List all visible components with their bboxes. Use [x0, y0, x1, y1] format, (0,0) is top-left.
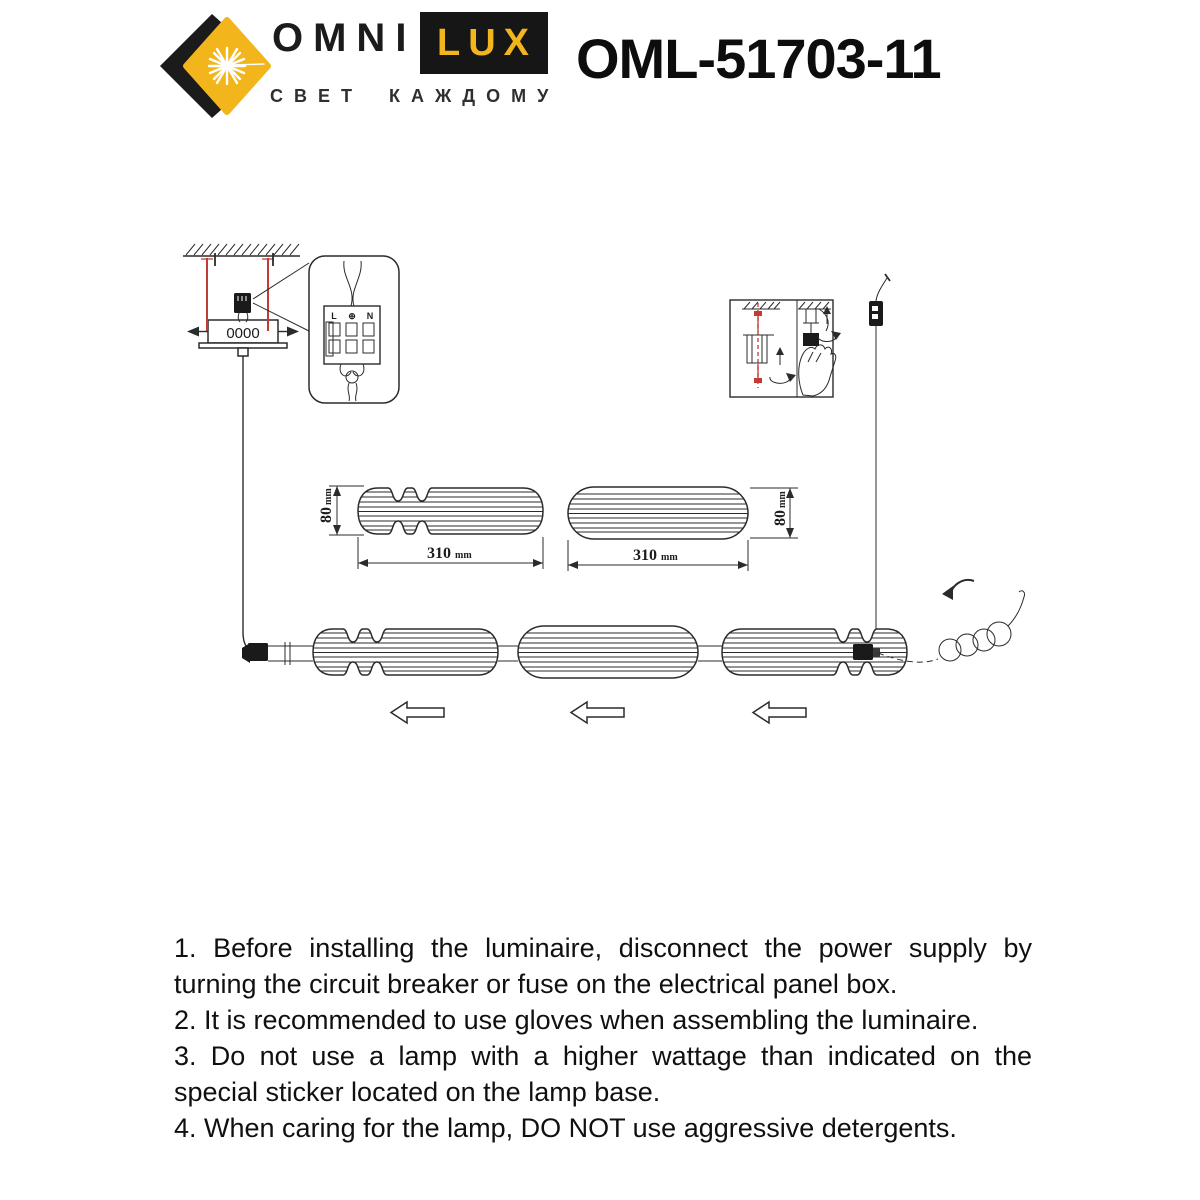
instruction-item-1: 1. Before installing the luminaire, disconnect the power supply by turning the circuit breaker or fuse on the electrical panel box. — [174, 933, 1032, 999]
dimension-drawing-notched — [318, 486, 543, 569]
svg-text:mm: mm — [777, 491, 788, 508]
instructions-block — [174, 930, 1032, 1146]
hand-icon — [799, 345, 836, 396]
dimension-drawing-capsule — [568, 487, 798, 571]
canopy-vents-label: 0000 — [226, 325, 260, 342]
lamp-segment-1 — [313, 629, 498, 675]
svg-text:310: 310 — [633, 547, 657, 564]
connector-block — [803, 333, 819, 346]
lamp-segment-2 — [518, 626, 703, 678]
installation-diagram — [0, 130, 1200, 930]
height-dim-label — [318, 488, 335, 523]
width-dim-label — [427, 545, 472, 562]
rotate-cable-arrow — [950, 580, 974, 597]
end-connector-left — [248, 643, 268, 661]
end-connector-right — [853, 644, 873, 660]
terminal-label-earth: ⊕ — [348, 311, 356, 321]
svg-text:mm: mm — [661, 552, 678, 563]
brand-omni-text: OMNI — [272, 16, 417, 60]
cable-nut — [873, 648, 880, 657]
cable-top-lead — [876, 278, 887, 301]
suspension-cable — [869, 274, 890, 646]
cable-grip — [869, 301, 883, 326]
canopy-neck — [238, 348, 248, 356]
ceiling-hatch — [186, 244, 299, 255]
model-number: OML-51703-11 — [576, 27, 941, 90]
width-dim-lines — [568, 540, 748, 571]
brand-lux-box — [420, 12, 548, 74]
screw-top — [754, 311, 762, 316]
steps-box-frame — [730, 300, 833, 397]
height-dim-label — [772, 491, 789, 526]
svg-text:mm: mm — [323, 488, 334, 505]
svg-text:310: 310 — [427, 545, 451, 562]
instruction-item-4: 4. When caring for the lamp, DO NOT use aggressive detergents. — [174, 1113, 957, 1143]
ceiling-mount-diagram — [183, 244, 300, 650]
slide-direction-arrows — [391, 702, 806, 723]
callout-bubble — [309, 256, 399, 403]
terminal-label-live: L — [331, 311, 337, 321]
installation-steps-box — [730, 300, 841, 397]
brand-tagline: СВЕТ КАЖДОМУ — [270, 86, 560, 106]
svg-text:80: 80 — [318, 507, 335, 523]
brand-lux-text: LUX — [437, 21, 537, 64]
rotate-arrow-left — [770, 377, 790, 383]
instruction-item-3: 3. Do not use a lamp with a higher wattage than indicated on the special sticker located on the lamp base. — [174, 1041, 1032, 1107]
omnilux-logo-icon — [152, 6, 272, 121]
tube-coupler — [285, 642, 290, 665]
svg-text:mm: mm — [455, 550, 472, 561]
suspension-rod — [243, 356, 250, 650]
instruction-item-2: 2. It is recommended to use gloves when assembling the luminaire. — [174, 1005, 979, 1035]
svg-text:80: 80 — [772, 510, 789, 526]
width-dim-label — [633, 547, 678, 564]
terminal-label-neutral: N — [366, 311, 374, 321]
lamp-assembly — [242, 580, 1025, 723]
coiled-cable — [939, 591, 1025, 661]
ceiling-bracket — [803, 309, 819, 333]
